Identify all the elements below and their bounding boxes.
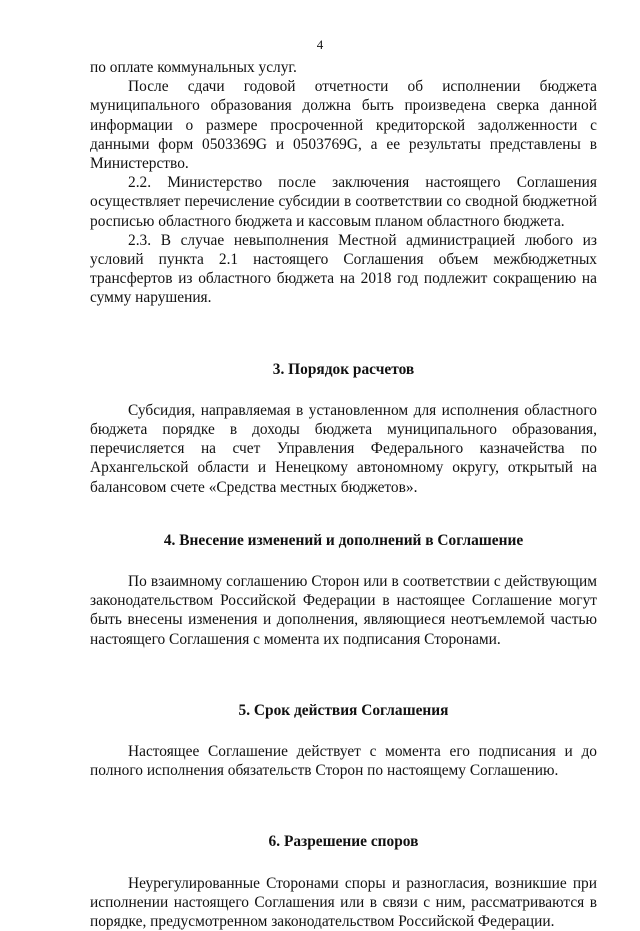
section-4-paragraph: По взаимному соглашению Сторон или в соответствии с действующим законодательством Российской Федерации в настоящее Соглашение могут быть внесены изменения и дополнения, являющиеся неотъемлемой частью настоящего Соглашения с момента их подписания Сторонами. (90, 573, 597, 648)
section-6-paragraph: Неурегулированные Сторонами споры и разногласия, возникшие при исполнении настоящего Соглашения или в связи с ним, рассматриваются в порядке, предусмотренном законодательством Российской Федерации. (90, 874, 597, 931)
clause-2-2: 2.2. Министерство после заключения настоящего Соглашения осуществляет перечисление субсидии в соответствии со сводной бюджетной росписью областного бюджета и кассовым планом областного бюджета. (90, 174, 597, 230)
clause-2-3: 2.3. В случае невыполнения Местной администрацией любого из условий пункта 2.1 настоящего Соглашения объем межбюджетных трансфертов из областного бюджета на 2018 год подлежит сокращению на сумму нарушения. (90, 231, 597, 307)
section-5-heading: 5. Срок действия Соглашения (238, 701, 449, 719)
section-3-paragraph: Субсидия, направляемая в установленном для исполнения областного бюджета порядке в доходы бюджета муниципального образования, перечисляется на счет Управления Федерального казначейства по Архангельской области и Ненецкому автономному округу, открытый на балансовом счете «Средства местных бюджетов». (90, 401, 597, 496)
section-5-paragraph: Настоящее Соглашение действует с момента его подписания и до полного исполнения обязательств Сторон по настоящему Соглашению. (90, 743, 597, 780)
intro-paragraph-reconciliation: После сдачи годовой отчетности об исполнении бюджета муниципального образования должна быть произведена сверка данной информации о размере просроченной кредиторской задолженности с данными форм 0503369G и 0503769G, а ее результаты представлены в Министерство. (90, 78, 597, 173)
section-3-heading: 3. Порядок расчетов (272, 360, 415, 378)
intro-continuation: по оплате коммунальных услуг. (90, 59, 297, 76)
document-body (90, 58, 597, 931)
section-4-heading: 4. Внесение изменений и дополнений в Соглашение (163, 531, 524, 549)
section-6-heading: 6. Разрешение споров (268, 833, 419, 851)
page-number: 4 (316, 37, 324, 52)
